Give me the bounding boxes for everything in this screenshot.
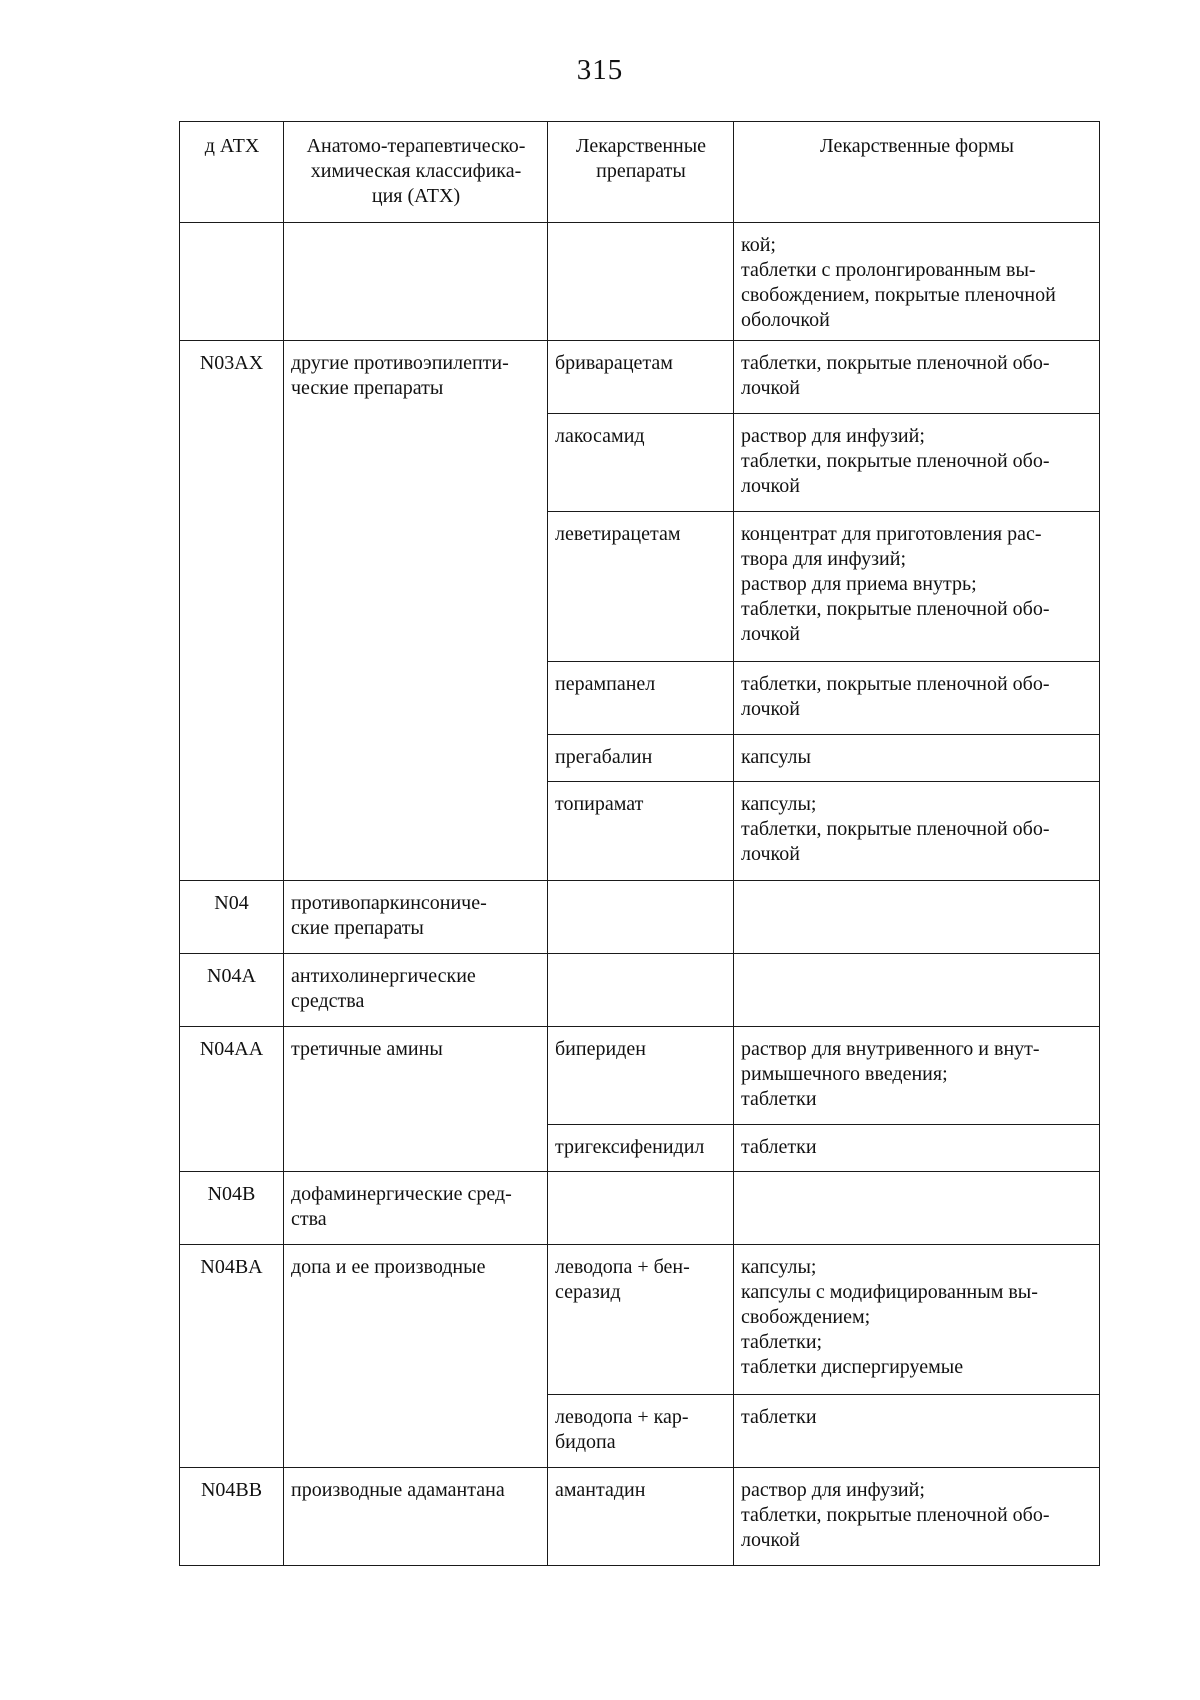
dosage-form-line: раствор для приема внутрь; bbox=[741, 573, 977, 595]
dosage-form-line: таблетки, покрытые пленочной обо- bbox=[741, 1504, 1050, 1526]
atx-code-cell: N03AX bbox=[180, 341, 284, 881]
drug-line: бидопа bbox=[555, 1431, 616, 1453]
header-drugs bbox=[548, 122, 734, 223]
header-forms: Лекарственные формы bbox=[734, 122, 1100, 223]
drug-cell bbox=[548, 1395, 734, 1468]
drug-cell: перампанел bbox=[548, 662, 734, 735]
dosage-form-line: таблетки bbox=[741, 1406, 817, 1428]
drug-cell bbox=[548, 881, 734, 954]
table-row bbox=[180, 881, 1100, 954]
atx-code-cell: N04B bbox=[180, 1172, 284, 1245]
drug-line: леводопа + бен- bbox=[555, 1256, 690, 1278]
dosage-form-line: лочкой bbox=[741, 1529, 800, 1551]
drug-cell bbox=[548, 954, 734, 1027]
drug-line: серазид bbox=[555, 1281, 621, 1303]
dosage-form-line: таблетки, покрытые пленочной обо- bbox=[741, 598, 1050, 620]
dosage-forms-cell bbox=[734, 1125, 1100, 1172]
dosage-form-line: лочкой bbox=[741, 377, 800, 399]
drug-cell bbox=[548, 1245, 734, 1395]
drug-cell: лакосамид bbox=[548, 414, 734, 512]
classification-line: другие противоэпилепти- bbox=[291, 352, 509, 374]
dosage-form-line: лочкой bbox=[741, 475, 800, 497]
dosage-forms-cell bbox=[734, 735, 1100, 782]
classification-cell bbox=[284, 1172, 548, 1245]
classification-cell bbox=[284, 1027, 548, 1172]
drug-cell: тригексифенидил bbox=[548, 1125, 734, 1172]
dosage-forms-cell bbox=[734, 954, 1100, 1027]
atx-code-cell: N04A bbox=[180, 954, 284, 1027]
dosage-form-line: таблетки с пролонгированным вы- bbox=[741, 259, 1036, 281]
classification-cell bbox=[284, 341, 548, 881]
dosage-form-line: лочкой bbox=[741, 623, 800, 645]
dosage-form-line: таблетки диспергируемые bbox=[741, 1356, 964, 1378]
classification-cell bbox=[284, 1245, 548, 1468]
atx-code-cell bbox=[180, 223, 284, 341]
table-row bbox=[180, 223, 1100, 341]
atx-code-cell: N04 bbox=[180, 881, 284, 954]
dosage-forms-cell bbox=[734, 1027, 1100, 1125]
dosage-form-line: таблетки bbox=[741, 1088, 817, 1110]
header-atx-code: д АТХ bbox=[180, 122, 284, 223]
atx-drug-table bbox=[179, 121, 1100, 1566]
drug-cell: амантадин bbox=[548, 1468, 734, 1566]
header-drugs-line: Лекарственные bbox=[575, 135, 707, 157]
atx-code-cell: N04BA bbox=[180, 1245, 284, 1468]
classification-line: ческие препараты bbox=[291, 377, 444, 399]
table-row bbox=[180, 954, 1100, 1027]
table-row bbox=[180, 1468, 1100, 1566]
table-row bbox=[180, 1027, 1100, 1125]
drug-cell bbox=[548, 1172, 734, 1245]
table-row bbox=[180, 1245, 1100, 1395]
drug-cell: бриварацетам bbox=[548, 341, 734, 414]
dosage-form-line: лочкой bbox=[741, 698, 800, 720]
dosage-form-line: твора для инфузий; bbox=[741, 548, 907, 570]
dosage-forms-cell bbox=[734, 881, 1100, 954]
dosage-form-line: раствор для инфузий; bbox=[741, 425, 925, 447]
atx-code-cell: N04AA bbox=[180, 1027, 284, 1172]
dosage-form-line: таблетки, покрытые пленочной обо- bbox=[741, 352, 1050, 374]
classification-cell bbox=[284, 1468, 548, 1566]
header-classification-line: ция (АТХ) bbox=[371, 185, 461, 207]
dosage-form-line: таблетки; bbox=[741, 1331, 823, 1353]
dosage-form-line: раствор для внутривенного и внут- bbox=[741, 1038, 1040, 1060]
table-row bbox=[180, 341, 1100, 414]
dosage-form-line: свобождением, покрытые пленочной bbox=[741, 284, 1056, 306]
dosage-form-line: таблетки, покрытые пленочной обо- bbox=[741, 450, 1050, 472]
header-classification bbox=[284, 122, 548, 223]
classification-line: ства bbox=[291, 1208, 327, 1230]
dosage-form-line: оболочкой bbox=[741, 309, 830, 331]
classification-line: производные адамантана bbox=[291, 1479, 505, 1501]
dosage-form-line: свобождением; bbox=[741, 1306, 871, 1328]
dosage-form-line: капсулы bbox=[741, 746, 811, 768]
dosage-form-line: раствор для инфузий; bbox=[741, 1479, 925, 1501]
header-classification-line: химическая классифика- bbox=[310, 160, 522, 182]
dosage-form-line: кой; bbox=[741, 234, 776, 256]
dosage-form-line: таблетки bbox=[741, 1136, 817, 1158]
dosage-form-line: капсулы с модифицированным вы- bbox=[741, 1281, 1038, 1303]
dosage-forms-cell bbox=[734, 223, 1100, 341]
dosage-forms-cell bbox=[734, 782, 1100, 881]
dosage-forms-cell bbox=[734, 1395, 1100, 1468]
dosage-form-line: римышечного введения; bbox=[741, 1063, 948, 1085]
classification-line: противопаркинсониче- bbox=[291, 892, 487, 914]
dosage-form-line: лочкой bbox=[741, 843, 800, 865]
header-drugs-line: препараты bbox=[596, 160, 686, 182]
dosage-forms-cell bbox=[734, 1172, 1100, 1245]
drug-cell: топирамат bbox=[548, 782, 734, 881]
dosage-forms-cell bbox=[734, 1245, 1100, 1395]
dosage-forms-cell bbox=[734, 662, 1100, 735]
dosage-forms-cell bbox=[734, 1468, 1100, 1566]
classification-cell bbox=[284, 223, 548, 341]
dosage-forms-cell bbox=[734, 512, 1100, 662]
atx-code-cell: N04BB bbox=[180, 1468, 284, 1566]
classification-line: допа и ее производные bbox=[291, 1256, 486, 1278]
classification-cell bbox=[284, 881, 548, 954]
dosage-forms-cell bbox=[734, 414, 1100, 512]
drug-cell: прегабалин bbox=[548, 735, 734, 782]
header-classification-line: Анатомо-терапевтическо- bbox=[306, 135, 526, 157]
classification-cell bbox=[284, 954, 548, 1027]
classification-line: средства bbox=[291, 990, 365, 1012]
classification-line: дофаминергические сред- bbox=[291, 1183, 512, 1205]
dosage-form-line: концентрат для приготовления рас- bbox=[741, 523, 1042, 545]
drug-line: леводопа + кар- bbox=[555, 1406, 689, 1428]
dosage-forms-cell bbox=[734, 341, 1100, 414]
dosage-form-line: капсулы; bbox=[741, 1256, 817, 1278]
drug-cell bbox=[548, 223, 734, 341]
dosage-form-line: таблетки, покрытые пленочной обо- bbox=[741, 673, 1050, 695]
table-row bbox=[180, 1172, 1100, 1245]
dosage-form-line: таблетки, покрытые пленочной обо- bbox=[741, 818, 1050, 840]
classification-line: ские препараты bbox=[291, 917, 424, 939]
classification-line: антихолинергические bbox=[291, 965, 476, 987]
classification-line: третичные амины bbox=[291, 1038, 443, 1060]
drug-cell: леветирацетам bbox=[548, 512, 734, 662]
table-header-row bbox=[180, 122, 1100, 223]
drug-cell: бипериден bbox=[548, 1027, 734, 1125]
page-number: 315 bbox=[576, 54, 624, 86]
dosage-form-line: капсулы; bbox=[741, 793, 817, 815]
